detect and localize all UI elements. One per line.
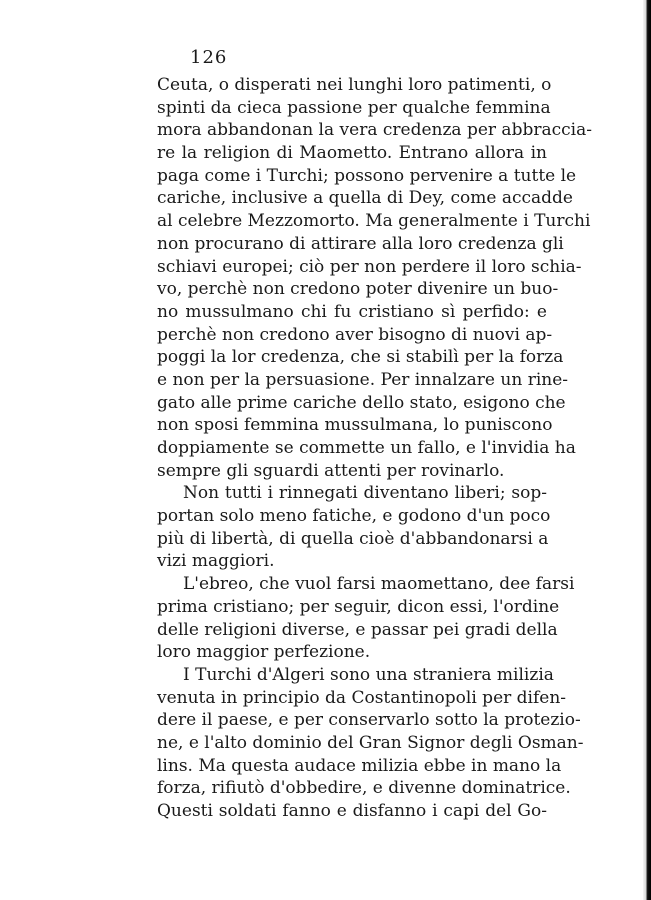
text-line: sempre gli sguardi attenti per rovinarlo.: [157, 460, 505, 481]
text-line: L'ebreo, che vuol farsi maomettano, dee farsi: [183, 574, 575, 595]
text-line: loro maggior perfezione.: [157, 642, 371, 663]
text-line: Ceuta, o disperati nei lunghi loro patimenti, o: [157, 75, 552, 95]
text-line: Non tutti i rinnegati diventano liberi; sop-: [183, 483, 547, 504]
page-number: 126: [190, 47, 228, 68]
text-line: al celebre Mezzomorto. Ma generalmente i Turchi: [157, 211, 591, 232]
text-line: forza, rifiutò d'obbedire, e divenne dominatrice.: [157, 778, 571, 799]
text-line: gato alle prime cariche dello stato, esigono che: [157, 392, 566, 413]
page-edge-shadow: [643, 0, 651, 900]
text-line: doppiamente se commette un fallo, e l'invidia ha: [157, 438, 576, 458]
text-line: no mussulmano chi fu cristiano sì perfido: e: [157, 301, 547, 322]
text-line: ne, e l'alto dominio del Gran Signor degli Osman-: [157, 732, 584, 753]
text-line: prima cristiano; per seguir, dicon essi, l'ordine: [157, 596, 560, 617]
text-line: paga come i Turchi; possono pervenire a tutte le: [157, 165, 577, 186]
text-line: vizi maggiori.: [157, 551, 275, 572]
body-text: [157, 74, 592, 823]
text-line: re la religion di Maometto. Entrano allora in: [157, 143, 547, 164]
text-line: e non per la persuasione. Per innalzare un rine-: [157, 369, 569, 390]
text-line: perchè non credono aver bisogno di nuovi ap-: [157, 324, 553, 345]
text-line: venuta in principio da Costantinopoli per difen-: [157, 687, 567, 708]
text-line: spinti da cieca passione per qualche femmina: [157, 97, 551, 118]
text-line: non procurano di attirare alla loro credenza gli: [157, 233, 564, 254]
text-line: più di libertà, di quella cioè d'abbandonarsi a: [157, 528, 549, 549]
text-line: non sposi femmina mussulmana, lo puniscono: [157, 415, 553, 436]
text-line: cariche, inclusive a quella di Dey, come accadde: [157, 188, 573, 209]
text-line: mora abbandonan la vera credenza per abbraccia-: [157, 120, 592, 141]
text-line: vo, perchè non credono poter divenire un buo-: [157, 279, 559, 300]
text-line: poggi la lor credenza, che si stabilì per la forza: [157, 347, 564, 368]
text-line: lins. Ma questa audace milizia ebbe in mano la: [157, 755, 562, 776]
text-line: schiavi europei; ciò per non perdere il loro schia-: [157, 256, 582, 277]
text-line: I Turchi d'Algeri sono una straniera milizia: [183, 664, 554, 685]
text-line: dere il paese, e per conservarlo sotto la protezio-: [157, 710, 581, 731]
text-line: portan solo meno fatiche, e godono d'un poco: [157, 506, 551, 527]
text-line: Questi soldati fanno e disfanno i capi del Go-: [157, 801, 547, 821]
text-line: delle religioni diverse, e passar pei gradi della: [157, 619, 558, 640]
